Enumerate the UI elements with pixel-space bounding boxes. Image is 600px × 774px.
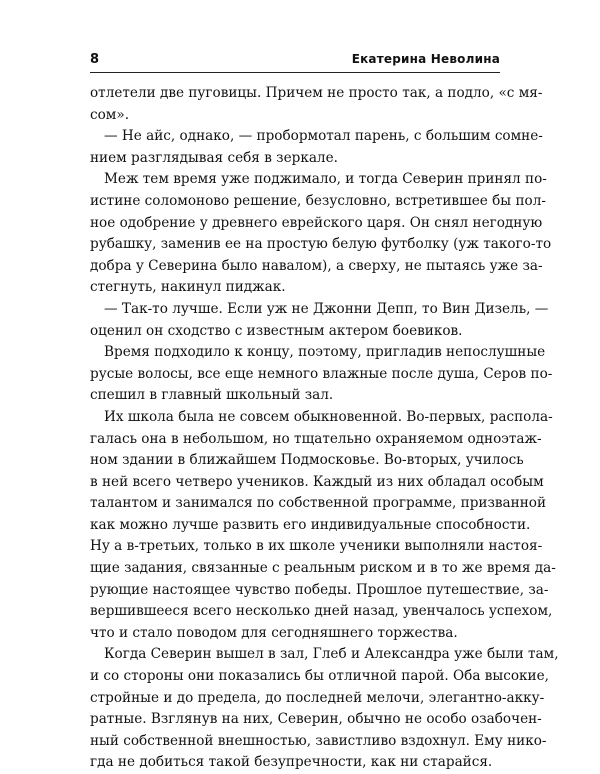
paragraph <box>90 83 543 126</box>
text-line: оценил он сходство с известным актером боевиков. <box>90 322 463 339</box>
text-line: стегнуть, накинул пиджак. <box>90 279 286 296</box>
text-line: рубашку, заменив ее на простую белую футболку (уж такого-то <box>90 236 552 253</box>
text-line: что и стало поводом для сегодняшнего торжества. <box>90 624 458 641</box>
header-rule <box>90 72 500 73</box>
text-line: и со стороны они показались бы отличной парой. Оба высокие, <box>90 668 549 685</box>
text-line: гда не добиться такой безупречности, как ни старайся. <box>90 754 493 771</box>
text-line: спешил в главный школьный зал. <box>90 387 334 404</box>
paragraph <box>90 644 559 774</box>
text-line: нием разглядывая себя в зеркале. <box>90 149 338 166</box>
text-line: вершившееся всего несколько дней назад, увенчалось успехом, <box>90 603 553 620</box>
text-line: — Не айс, однако, — пробормотал парень, с большим сомне- <box>104 128 543 145</box>
text-line: русые волосы, все еще немного влажные после душа, Серов по- <box>90 365 553 382</box>
text-line: рующие настоящее чувство победы. Прошлое путешествие, за- <box>90 581 549 598</box>
text-line: ном здании в ближайшем Подмосковье. Во-вторых, училось <box>90 452 524 469</box>
text-line: галась она в небольшом, но тщательно охраняемом одноэтаж- <box>90 430 542 447</box>
paragraph <box>90 299 549 342</box>
text-line: Когда Северин вышел в зал, Глеб и Александра уже были там, <box>104 646 559 663</box>
paragraph <box>90 342 553 407</box>
text-line: как можно лучше развить его индивидуальные способности. <box>90 516 531 533</box>
text-line: добра у Северина было навалом), а сверху, не пытаясь уже за- <box>90 257 543 274</box>
text-line: Их школа была не совсем обыкновенной. Во-первых, распола- <box>104 408 553 425</box>
text-line: — Так-то лучше. Если уж не Джонни Депп, то Вин Дизель, — <box>104 300 549 317</box>
text-line: отлетели две пуговицы. Причем не просто так, а подло, «с мя- <box>90 85 543 101</box>
text-line: ратные. Взглянув на них, Северин, обычно не особо озабочен- <box>90 711 542 728</box>
running-header <box>90 52 500 70</box>
text-line: ное одобрение у древнего еврейского царя. Он снял негодную <box>90 214 543 231</box>
text-line: в ней всего четверо учеников. Каждый из них обладал особым <box>90 473 544 490</box>
author-name: Екатерина Неволина <box>351 52 500 66</box>
text-line: Время подходило к концу, поэтому, пригладив непослушные <box>104 344 546 361</box>
paragraph <box>90 169 552 299</box>
text-line: стройные и до предела, до последней мелочи, элегантно-акку- <box>90 689 545 706</box>
text-line: Меж тем время уже поджимало, и тогда Северин принял по- <box>104 171 547 188</box>
paragraph <box>90 126 543 169</box>
text-line: талантом и занимался по собственной программе, призванной <box>90 495 547 512</box>
text-line: сом». <box>90 106 130 123</box>
text-line: ный собственной внешностью, завистливо вздохнул. Ему нико- <box>90 732 547 749</box>
body-text <box>90 83 559 774</box>
text-line: Ну а в-третьих, только в их школе ученики выполняли настоя- <box>90 538 543 555</box>
page-number: 8 <box>90 52 100 67</box>
text-line: щие задания, связанные с реальным риском и в то же время да- <box>90 560 556 577</box>
paragraph <box>90 407 556 645</box>
text-line: истине соломоново решение, безусловно, встретившее бы пол- <box>90 192 546 209</box>
